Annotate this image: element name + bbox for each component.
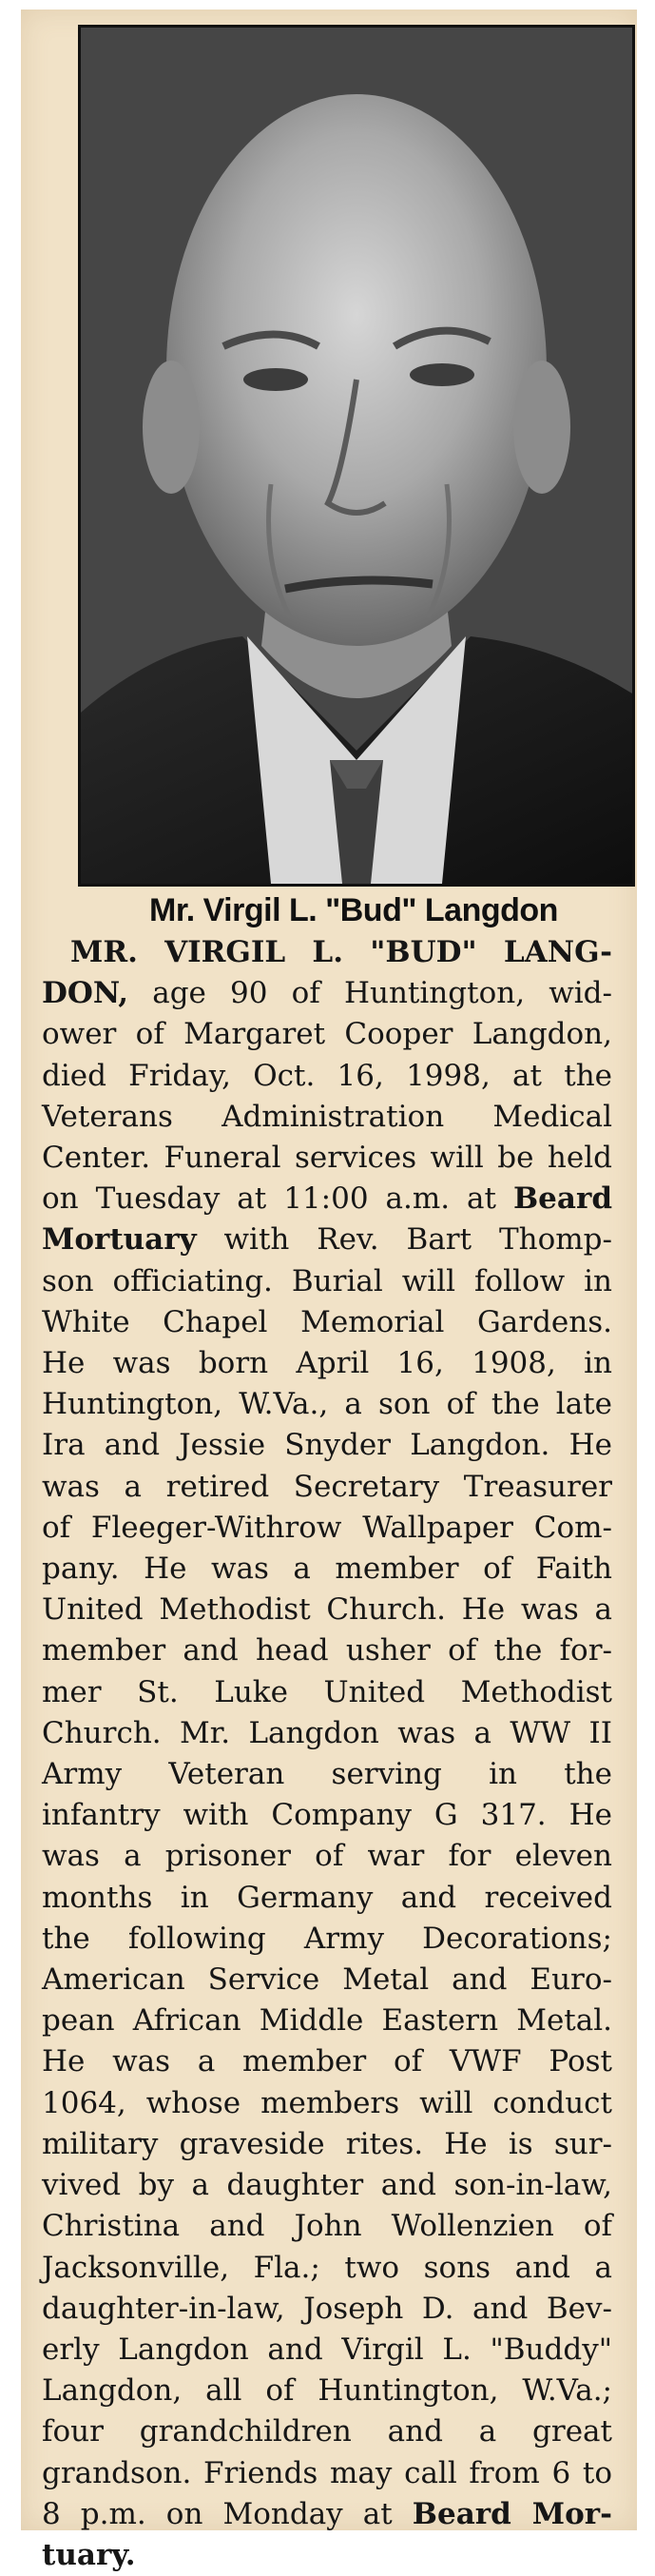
- body-line: [42, 1795, 612, 1836]
- text-segment: Jacksonville, Fla.; two sons and a: [42, 2250, 612, 2285]
- body-line: [42, 2453, 612, 2494]
- bold-text-segment: DON,: [42, 976, 129, 1011]
- bold-text-segment: Beard: [512, 1181, 612, 1217]
- newspaper-clipping: [21, 10, 637, 2572]
- obituary-headline: Mr. Virgil L. "Bud" Langdon: [149, 892, 558, 928]
- text-segment: American Service Metal and Euro-: [42, 1962, 612, 1998]
- body-line: [42, 1467, 612, 1508]
- body-line: [42, 2248, 612, 2289]
- bold-text-segment: MR. VIRGIL L. "BUD" LANG-: [70, 935, 612, 969]
- portrait-illustration: [81, 28, 632, 884]
- text-segment: on Tuesday at 11:00 a.m. at: [42, 1181, 513, 1217]
- text-segment: pean African Middle Eastern Metal.: [42, 2003, 612, 2039]
- body-line: [42, 2165, 612, 2206]
- text-segment: United Methodist Church. He was a: [42, 1592, 612, 1628]
- text-segment: Center. Funeral services will be held: [42, 1141, 612, 1176]
- body-line: [42, 2411, 612, 2452]
- body-line: [42, 1179, 612, 1220]
- body-line: [42, 2494, 612, 2535]
- body-line: [42, 1138, 612, 1179]
- text-segment: daughter-in-law, Joseph D. and Bev-: [42, 2291, 612, 2326]
- body-line: [42, 1425, 612, 1466]
- text-segment: infantry with Company G 317. He: [42, 1798, 612, 1833]
- text-segment: months in Germany and received: [42, 1880, 612, 1915]
- text-segment: grandson. Friends may call from 6 to: [42, 2455, 612, 2490]
- body-line: [42, 1056, 612, 1097]
- body-line: [42, 1302, 612, 1343]
- body-line: [42, 1343, 612, 1384]
- text-segment: was a prisoner of war for eleven: [42, 1839, 612, 1874]
- text-segment: pany. He was a member of Faith: [42, 1551, 612, 1587]
- text-segment: of Fleeger-Withrow Wallpaper Com-: [42, 1510, 612, 1545]
- text-segment: the following Army Decorations;: [42, 1921, 612, 1956]
- body-line: [42, 973, 612, 1014]
- text-segment: erly Langdon and Virgil L. "Buddy": [42, 2332, 612, 2367]
- text-segment: Langdon, all of Huntington, W.Va.;: [42, 2373, 612, 2409]
- body-line: [42, 1878, 612, 1919]
- text-segment: mer St. Luke United Methodist: [42, 1674, 612, 1709]
- body-line: [42, 1508, 612, 1549]
- text-segment: Christina and John Wollenzien of: [42, 2209, 612, 2244]
- obituary-body: [42, 932, 612, 2576]
- text-segment: White Chapel Memorial Gardens.: [42, 1304, 612, 1339]
- body-line: [42, 1713, 612, 1754]
- body-line: [42, 932, 612, 973]
- text-segment: member and head usher of the for-: [42, 1633, 612, 1669]
- text-segment: 8 p.m. on Monday at: [42, 2496, 413, 2531]
- body-line: [42, 2535, 612, 2576]
- body-line: [42, 1549, 612, 1590]
- body-line: [42, 1919, 612, 1960]
- body-line: [42, 2206, 612, 2247]
- bold-text-segment: tuary.: [42, 2537, 136, 2572]
- text-segment: four grandchildren and a great: [42, 2414, 612, 2449]
- text-segment: Huntington, W.Va., a son of the late: [42, 1387, 612, 1422]
- text-segment: was a retired Secretary Treasurer: [42, 1469, 612, 1504]
- bold-text-segment: Beard Mor-: [412, 2496, 612, 2531]
- body-line: [42, 1960, 612, 2000]
- body-line: [42, 2289, 612, 2330]
- body-line: [42, 1836, 612, 1877]
- body-line: [42, 2000, 612, 2041]
- text-segment: Ira and Jessie Snyder Langdon. He: [42, 1428, 612, 1463]
- text-segment: He was a member of VWF Post: [42, 2044, 612, 2079]
- body-line: [42, 1630, 612, 1671]
- text-segment: with Rev. Bart Thomp-: [196, 1222, 612, 1258]
- body-line: [42, 1220, 612, 1260]
- portrait-photo: [78, 25, 635, 887]
- body-line: [42, 2041, 612, 2082]
- body-line: [42, 1014, 612, 1055]
- text-segment: Church. Mr. Langdon was a WW II: [42, 1715, 612, 1750]
- body-line: [42, 1261, 612, 1302]
- body-line: [42, 2124, 612, 2165]
- body-line: [42, 1097, 612, 1138]
- body-line: [42, 1672, 612, 1713]
- text-segment: vived by a daughter and son-in-law,: [42, 2168, 612, 2203]
- text-segment: ower of Margaret Cooper Langdon,: [42, 1017, 612, 1052]
- text-segment: Veterans Administration Medical: [42, 1099, 612, 1134]
- body-line: [42, 2371, 612, 2411]
- text-segment: son officiating. Burial will follow in: [42, 1263, 612, 1298]
- body-line: [42, 1384, 612, 1425]
- text-segment: age 90 of Huntington, wid-: [128, 976, 612, 1011]
- text-segment: Army Veteran serving in the: [42, 1757, 612, 1792]
- body-line: [42, 1754, 612, 1795]
- text-segment: He was born April 16, 1908, in: [42, 1346, 612, 1381]
- body-line: [42, 2083, 612, 2124]
- body-line: [42, 2330, 612, 2371]
- text-segment: military graveside rites. He is sur-: [42, 2126, 612, 2161]
- body-line: [42, 1590, 612, 1630]
- bold-text-segment: Mortuary: [42, 1222, 197, 1258]
- text-segment: 1064, whose members will conduct: [42, 2085, 612, 2120]
- text-segment: died Friday, Oct. 16, 1998, at the: [42, 1058, 612, 1093]
